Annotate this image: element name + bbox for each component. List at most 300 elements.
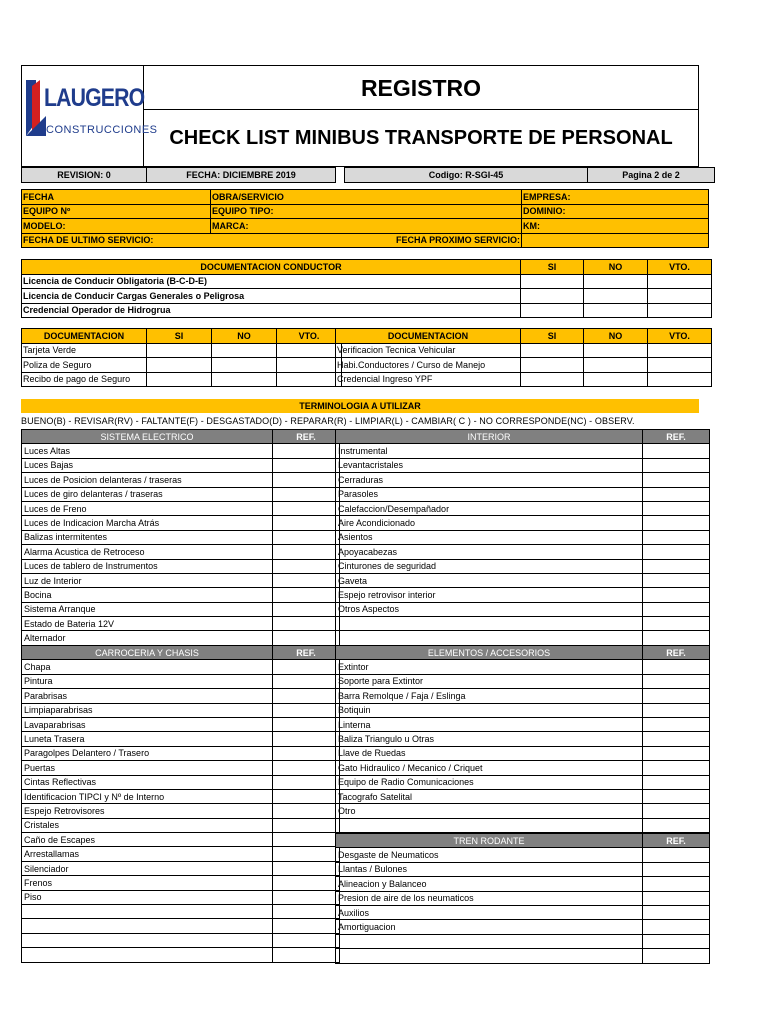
checklist-item-label: Otro (336, 804, 643, 818)
checklist-item-label: Levantacristales (336, 458, 643, 472)
checklist-item-label: Instrumental (336, 444, 643, 458)
terminologia-legend: BUENO(B) - REVISAR(RV) - FALTANTE(F) - DESGASTADO(D) - REPARAR(R) - LIMPIAR(L) - CAMBIAR( C ) - NO CORRESPONDE(NC) - OBSERV. (21, 416, 635, 426)
checklist-row (336, 660, 710, 674)
ref-cell[interactable] (643, 631, 710, 645)
checklist-row (22, 732, 340, 746)
check-cell[interactable] (212, 358, 277, 373)
checklist-row (22, 487, 340, 501)
checklist-item-label (336, 949, 643, 963)
checklist-item-label: Equipo de Radio Comunicaciones (336, 775, 643, 789)
doc-left-header: DOCUMENTACION (22, 329, 147, 344)
checklist-row (336, 674, 710, 688)
checklist-row (22, 602, 340, 616)
checklist-row (336, 717, 710, 731)
ref-cell[interactable] (273, 660, 340, 674)
checklist-row (22, 919, 340, 933)
checklist-row (22, 703, 340, 717)
checklist-row (22, 573, 340, 587)
ref-cell[interactable] (643, 804, 710, 818)
doc-right-item: Habi.Conductores / Curso de Manejo (336, 358, 521, 373)
checklist-row (336, 891, 710, 905)
ref-cell[interactable] (273, 501, 340, 515)
revision: REVISION: 0 (22, 168, 147, 183)
sistema-electrico-header: SISTEMA ELECTRICO (22, 430, 273, 444)
checklist-row (336, 588, 710, 602)
tren-rodante-table (335, 833, 710, 964)
checklist-item-label: Puertas (22, 761, 273, 775)
checklist-row (22, 458, 340, 472)
ref-cell[interactable] (273, 919, 340, 933)
checklist-row (22, 717, 340, 731)
checklist-row (336, 746, 710, 760)
checklist-item-label: Luz de Interior (22, 573, 273, 587)
doc-conductor-item: Licencia de Conducir Obligatoria (B-C-D-E) (22, 274, 521, 289)
checklist-item-label: Arrestallamas (22, 847, 273, 861)
doc-right-si-header: SI (521, 329, 584, 344)
doc-left-item: Recibo de pago de Seguro (22, 372, 147, 387)
ref-cell[interactable] (643, 573, 710, 587)
logo-name: LAUGERO (44, 84, 145, 112)
checklist-row (336, 444, 710, 458)
check-cell[interactable] (584, 358, 648, 373)
checklist-row (336, 703, 710, 717)
proximo-servicio-label: FECHA PROXIMO SERVICIO: (396, 235, 521, 246)
checklist-item-label (22, 933, 273, 947)
interior-header: INTERIOR (336, 430, 643, 444)
checklist-row (336, 573, 710, 587)
checklist-item-label (336, 631, 643, 645)
obra-field[interactable]: OBRA/SERVICIO (211, 190, 522, 205)
checklist-item-label: Balizas intermitentes (22, 530, 273, 544)
checklist-item-label: Luces de giro delanteras / traseras (22, 487, 273, 501)
checklist-row (22, 905, 340, 919)
checklist-item-label: Luces de Posicion delanteras / traseras (22, 473, 273, 487)
carroceria-header: CARROCERIA Y CHASIS (22, 646, 273, 660)
checklist-row (22, 588, 340, 602)
ultimo-servicio-label: FECHA DE ULTIMO SERVICIO: (23, 235, 154, 246)
check-cell[interactable] (147, 372, 212, 387)
ref-header: REF. (643, 430, 710, 444)
logo-subtitle: CONSTRUCCIONES (46, 124, 158, 136)
checklist-item-label: Pintura (22, 674, 273, 688)
document-date: FECHA: DICIEMBRE 2019 (147, 168, 336, 183)
checklist-row (22, 761, 340, 775)
ref-cell[interactable] (643, 949, 710, 963)
check-cell[interactable] (277, 358, 342, 373)
meta-row (21, 167, 715, 183)
checklist-item-label: Amortiguacion (336, 920, 643, 934)
checklist-item-label: Limpiaparabrisas (22, 703, 273, 717)
doc-left-si-header: SI (147, 329, 212, 344)
check-cell[interactable] (648, 289, 712, 304)
check-cell[interactable] (212, 343, 277, 358)
doc-right-header: DOCUMENTACION (336, 329, 521, 344)
checklist-item-label: Botiquin (336, 703, 643, 717)
ref-cell[interactable] (643, 444, 710, 458)
checklist-item-label (22, 919, 273, 933)
ref-cell[interactable] (273, 530, 340, 544)
ref-cell[interactable] (273, 458, 340, 472)
checklist-row (336, 949, 710, 963)
checklist-item-label: Silenciador (22, 861, 273, 875)
ref-cell[interactable] (273, 789, 340, 803)
checklist-item-label: Luces de tablero de Instrumentos (22, 559, 273, 573)
sistema-electrico-table (21, 429, 340, 646)
carroceria-table (21, 645, 340, 963)
logo-mark-icon (22, 66, 144, 166)
ref-cell[interactable] (273, 761, 340, 775)
ref-cell[interactable] (643, 761, 710, 775)
checklist-item-label: Espejo retrovisor interior (336, 588, 643, 602)
checklist-row (336, 934, 710, 948)
equipo-numero-field[interactable]: EQUIPO Nº (22, 204, 211, 219)
ref-cell[interactable] (273, 631, 340, 645)
checklist-row (336, 905, 710, 919)
logo (22, 66, 158, 166)
checklist-row (336, 487, 710, 501)
checklist-row (336, 761, 710, 775)
ultimo-servicio-field[interactable] (22, 233, 522, 248)
marca-field[interactable]: MARCA: (211, 219, 522, 234)
ref-cell[interactable] (643, 559, 710, 573)
ref-cell[interactable] (643, 934, 710, 948)
checklist-row (336, 732, 710, 746)
ref-cell[interactable] (643, 660, 710, 674)
check-cell[interactable] (277, 372, 342, 387)
doc-conductor-header: DOCUMENTACION CONDUCTOR (22, 260, 521, 275)
page-subtitle: CHECK LIST MINIBUS TRANSPORTE DE PERSONAL (169, 127, 673, 149)
check-cell[interactable] (521, 343, 584, 358)
checklist-item-label: Estado de Bateria 12V (22, 617, 273, 631)
check-cell[interactable] (584, 303, 648, 318)
ref-cell[interactable] (643, 530, 710, 544)
checklist-row (22, 501, 340, 515)
ref-cell[interactable] (273, 559, 340, 573)
checklist-row (22, 948, 340, 962)
checklist-row (336, 530, 710, 544)
check-cell[interactable] (648, 274, 712, 289)
checklist-item-label: Baliza Triangulo u Otras (336, 732, 643, 746)
checklist-row (336, 689, 710, 703)
ref-cell[interactable] (273, 905, 340, 919)
ref-cell[interactable] (273, 890, 340, 904)
checklist-item-label: Llantas / Bulones (336, 862, 643, 876)
checklist-row (22, 545, 340, 559)
checklist-row (22, 861, 340, 875)
check-cell[interactable] (521, 289, 584, 304)
checklist-row (336, 617, 710, 631)
ref-cell[interactable] (273, 617, 340, 631)
ref-header: REF. (643, 834, 710, 848)
ref-cell[interactable] (273, 545, 340, 559)
check-cell[interactable] (584, 274, 648, 289)
checklist-row (22, 746, 340, 760)
ref-cell[interactable] (643, 487, 710, 501)
checklist-row (336, 501, 710, 515)
doc-right-vto-header: VTO. (648, 329, 712, 344)
ref-cell[interactable] (273, 588, 340, 602)
doc-right-item: Credencial Ingreso YPF (336, 372, 521, 387)
ref-cell[interactable] (273, 703, 340, 717)
checklist-row (22, 689, 340, 703)
checklist-item-label: Chapa (22, 660, 273, 674)
page-title: REGISTRO (144, 66, 698, 110)
doc-left-no-header: NO (212, 329, 277, 344)
checklist-item-label: Desgaste de Neumaticos (336, 848, 643, 862)
checklist-item-label: Luces Altas (22, 444, 273, 458)
ref-cell[interactable] (643, 516, 710, 530)
checklist-item-label: Alternador (22, 631, 273, 645)
check-cell[interactable] (277, 343, 342, 358)
doc-conductor-si-header: SI (521, 260, 584, 275)
checklist-item-label (22, 948, 273, 962)
checklist-row (22, 674, 340, 688)
ref-cell[interactable] (643, 689, 710, 703)
checklist-item-label: Parasoles (336, 487, 643, 501)
ref-cell[interactable] (273, 487, 340, 501)
ref-cell[interactable] (643, 891, 710, 905)
checklist-item-label: Auxilios (336, 905, 643, 919)
tren-rodante-header: TREN RODANTE (336, 834, 643, 848)
ref-cell[interactable] (643, 674, 710, 688)
ref-header: REF. (643, 646, 710, 660)
checklist-item-label: Apoyacabezas (336, 545, 643, 559)
checklist-item-label: Cerraduras (336, 473, 643, 487)
check-cell[interactable] (521, 358, 584, 373)
ref-cell[interactable] (273, 674, 340, 688)
doc-conductor-table (21, 259, 712, 318)
ref-cell[interactable] (643, 877, 710, 891)
ref-header: REF. (273, 430, 340, 444)
ref-cell[interactable] (643, 732, 710, 746)
checklist-item-label: Frenos (22, 876, 273, 890)
ref-cell[interactable] (643, 703, 710, 717)
checklist-item-label: Extintor (336, 660, 643, 674)
checklist-row (336, 848, 710, 862)
checklist-row (22, 876, 340, 890)
ref-cell[interactable] (273, 804, 340, 818)
doc-left-table (21, 328, 342, 387)
modelo-field[interactable]: MODELO: (22, 219, 211, 234)
elementos-header: ELEMENTOS / ACCESORIOS (336, 646, 643, 660)
ref-cell[interactable] (273, 732, 340, 746)
checklist-row (22, 789, 340, 803)
check-cell[interactable] (147, 343, 212, 358)
checklist-row (22, 818, 340, 832)
check-cell[interactable] (648, 372, 712, 387)
checklist-item-label: Sistema Arranque (22, 602, 273, 616)
ref-cell[interactable] (273, 933, 340, 947)
ref-cell[interactable] (273, 746, 340, 760)
ref-cell[interactable] (643, 789, 710, 803)
checklist-item-label: Cinturones de seguridad (336, 559, 643, 573)
checklist-item-label: Tacografo Satelital (336, 789, 643, 803)
ref-cell[interactable] (643, 458, 710, 472)
checklist-item-label: Cintas Reflectivas (22, 775, 273, 789)
checklist-item-label: Paragolpes Delantero / Trasero (22, 746, 273, 760)
page-number: Pagina 2 de 2 (588, 168, 715, 183)
checklist-item-label: Asientos (336, 530, 643, 544)
checklist-item-label: Gato Hidraulico / Mecanico / Criquet (336, 761, 643, 775)
ref-cell[interactable] (643, 775, 710, 789)
ref-cell[interactable] (273, 876, 340, 890)
checklist-item-label: Lavaparabrisas (22, 717, 273, 731)
checklist-item-label: Luces de Freno (22, 501, 273, 515)
checklist-row (336, 804, 710, 818)
checklist-row (22, 444, 340, 458)
check-cell[interactable] (584, 289, 648, 304)
checklist-row (22, 631, 340, 645)
ref-cell[interactable] (643, 848, 710, 862)
checklist-item-label: Otros Aspectos (336, 602, 643, 616)
km-field[interactable]: KM: (522, 219, 709, 234)
checklist-item-label (336, 818, 643, 832)
check-cell[interactable] (584, 343, 648, 358)
interior-table (335, 429, 710, 646)
equipo-tipo-field[interactable]: EQUIPO TIPO: (211, 204, 522, 219)
check-cell[interactable] (147, 358, 212, 373)
doc-conductor-no-header: NO (584, 260, 648, 275)
check-cell[interactable] (521, 303, 584, 318)
ref-cell[interactable] (643, 473, 710, 487)
checklist-item-label: Luneta Trasera (22, 732, 273, 746)
checklist-row (336, 458, 710, 472)
checklist-item-label: Luces Bajas (22, 458, 273, 472)
checklist-item-label: Cristales (22, 818, 273, 832)
ref-cell[interactable] (273, 473, 340, 487)
ref-cell[interactable] (643, 545, 710, 559)
checklist-row (22, 559, 340, 573)
check-cell[interactable] (648, 303, 712, 318)
checklist-item-label: Soporte para Extintor (336, 674, 643, 688)
ref-cell[interactable] (643, 588, 710, 602)
checklist-row (22, 933, 340, 947)
vehicle-info (21, 189, 709, 248)
checklist-item-label: Piso (22, 890, 273, 904)
checklist-row (22, 890, 340, 904)
ref-cell[interactable] (273, 602, 340, 616)
ref-cell[interactable] (643, 617, 710, 631)
checklist-item-label: Alineacion y Balanceo (336, 877, 643, 891)
checklist-item-label: Bocina (22, 588, 273, 602)
doc-right-no-header: NO (584, 329, 648, 344)
doc-left-item: Poliza de Seguro (22, 358, 147, 373)
ref-cell[interactable] (273, 818, 340, 832)
doc-conductor-item: Credencial Operador de Hidrogrua (22, 303, 521, 318)
checklist-item-label: Espejo Retrovisores (22, 804, 273, 818)
checklist-row (336, 516, 710, 530)
doc-right-table (335, 328, 712, 387)
ref-cell[interactable] (273, 573, 340, 587)
dominio-field[interactable]: DOMINIO: (522, 204, 709, 219)
ref-cell[interactable] (273, 689, 340, 703)
checklist-row (22, 530, 340, 544)
ref-cell[interactable] (273, 948, 340, 962)
ref-cell[interactable] (643, 818, 710, 832)
checklist-row (336, 818, 710, 832)
checklist-item-label (336, 934, 643, 948)
ref-cell[interactable] (643, 905, 710, 919)
checklist-row (336, 545, 710, 559)
checklist-item-label: Identificacion TIPCI y Nº de Interno (22, 789, 273, 803)
checklist-item-label: Caño de Escapes (22, 833, 273, 847)
checklist-item-label: Presion de aire de los neumaticos (336, 891, 643, 905)
checklist-row (336, 862, 710, 876)
checklist-row (336, 920, 710, 934)
checklist-item-label: Barra Remolque / Faja / Eslinga (336, 689, 643, 703)
checklist-item-label: Calefaccion/Desempañador (336, 501, 643, 515)
doc-conductor-item: Licencia de Conducir Cargas Generales o Peligrosa (22, 289, 521, 304)
ref-header: REF. (273, 646, 340, 660)
ref-cell[interactable] (643, 602, 710, 616)
checklist-item-label (22, 905, 273, 919)
doc-conductor-vto-header: VTO. (648, 260, 712, 275)
checklist-row (22, 473, 340, 487)
ref-cell[interactable] (273, 516, 340, 530)
checklist-item-label: Alarma Acustica de Retroceso (22, 545, 273, 559)
checklist-row (336, 789, 710, 803)
empresa-field[interactable]: EMPRESA: (522, 190, 709, 205)
checklist-row (22, 775, 340, 789)
check-cell[interactable] (212, 372, 277, 387)
doc-left-item: Tarjeta Verde (22, 343, 147, 358)
ref-cell[interactable] (273, 444, 340, 458)
ref-cell[interactable] (273, 833, 340, 847)
checklist-item-label (336, 617, 643, 631)
fecha-field[interactable]: FECHA (22, 190, 211, 205)
check-cell[interactable] (648, 343, 712, 358)
doc-left-vto-header: VTO. (277, 329, 342, 344)
checklist-row (22, 833, 340, 847)
check-cell[interactable] (584, 372, 648, 387)
terminologia-header: TERMINOLOGIA A UTILIZAR (21, 399, 699, 413)
check-cell[interactable] (648, 358, 712, 373)
checklist-row (22, 804, 340, 818)
ref-cell[interactable] (643, 920, 710, 934)
ref-cell[interactable] (643, 501, 710, 515)
checklist-row (22, 617, 340, 631)
checklist-item-label: Parabrisas (22, 689, 273, 703)
checklist-item-label: Aire Acondicionado (336, 516, 643, 530)
checklist-row (336, 473, 710, 487)
checklist-row (22, 516, 340, 530)
ref-cell[interactable] (273, 861, 340, 875)
elementos-table (335, 645, 710, 833)
checklist-row (22, 847, 340, 861)
checklist-row (336, 559, 710, 573)
checklist-item-label: Luces de Indicacion Marcha Atrás (22, 516, 273, 530)
ref-cell[interactable] (273, 847, 340, 861)
check-cell[interactable] (521, 372, 584, 387)
document-code: Codigo: R-SGI-45 (345, 168, 588, 183)
checklist-item-label: Llave de Ruedas (336, 746, 643, 760)
checklist-item-label: Linterna (336, 717, 643, 731)
ref-cell[interactable] (273, 717, 340, 731)
header-block (21, 65, 699, 167)
checklist-row (336, 602, 710, 616)
checklist-row (336, 775, 710, 789)
checklist-row (22, 660, 340, 674)
ref-cell[interactable] (273, 775, 340, 789)
doc-right-item: Verificacion Tecnica Vehicular (336, 343, 521, 358)
checklist-row (336, 631, 710, 645)
ref-cell[interactable] (643, 862, 710, 876)
ref-cell[interactable] (643, 746, 710, 760)
ref-cell[interactable] (643, 717, 710, 731)
check-cell[interactable] (521, 274, 584, 289)
checklist-row (336, 877, 710, 891)
checklist-item-label: Gaveta (336, 573, 643, 587)
